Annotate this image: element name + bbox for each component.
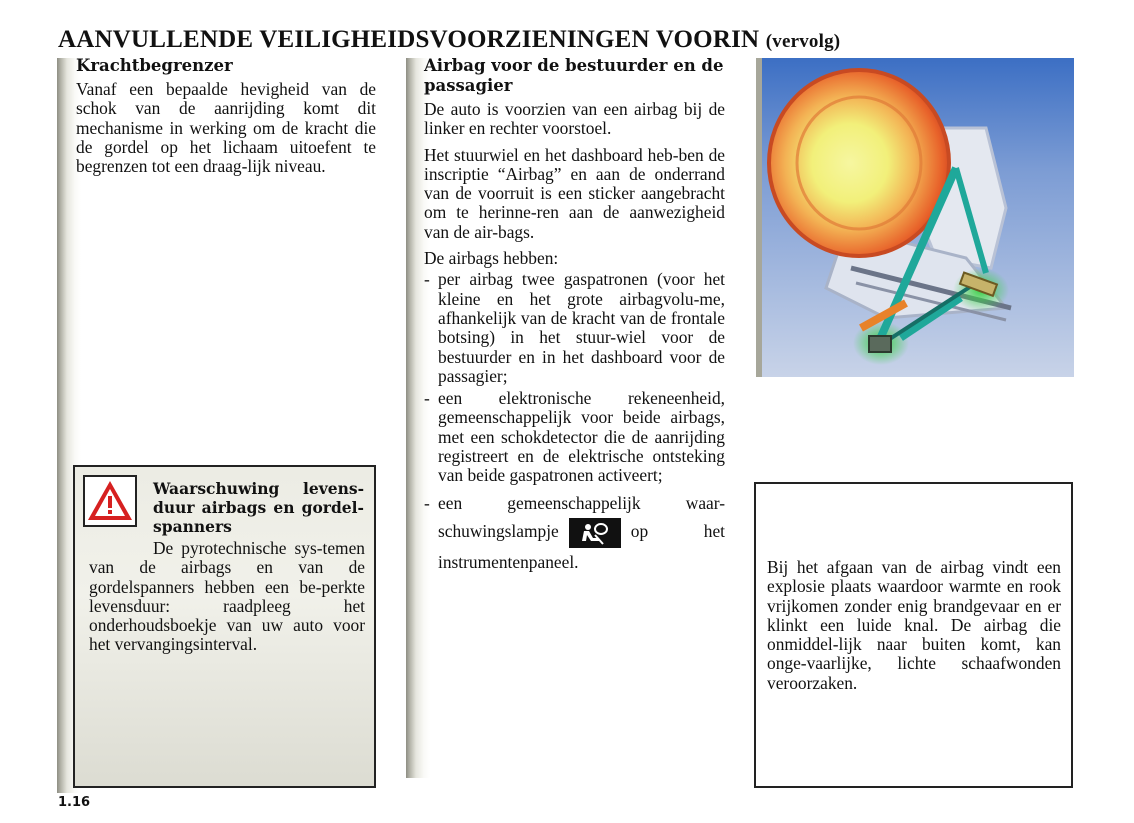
explosion-text: Bij het afgaan van de airbag vindt een explosie plaats waardoor warmte en rook vrijkomen zonder enig brandgevaar en er klinkt een luide knal. De airbag die onmiddel-lijk naar buiten komt, kan onge-vaarlijke, lichte schaafwonden veroorzaken. xyxy=(767,557,1061,693)
list-item: - een elektronische rekeneenheid, gemeenschappelijk voor beide airbags, met een schokdetector die de aanrijding registreert en de elektrische ontsteking van beide gaspatronen activeert; xyxy=(424,388,725,486)
list-item-text: een elektronische rekeneenheid, gemeenschappelijk voor beide airbags, met een schokdetector die de aanrijding registreert en de elektrische ontsteking van beide gaspatronen activeert; xyxy=(438,388,725,486)
airbag-warning-lamp-icon xyxy=(569,518,621,548)
list-item: - een gemeenschappelijk waar-schuwingslampje op het instrumentenpaneel. xyxy=(424,492,725,572)
airbag-paragraph-2: Het stuurwiel en het dashboard heb-ben de inscriptie “Airbag” en aan de onderrand van de voorruit is een sticker aangebracht om te herinne-ren aan de aanwezigheid van de air-bags. xyxy=(424,144,725,242)
page-number: 1.16 xyxy=(58,795,91,810)
warning-heading: Waarschuwing levens-duur airbags en gordel-spanners xyxy=(153,479,364,536)
explosion-info-box xyxy=(754,482,1073,788)
section-heading-airbag: Airbag voor de bestuurder en de passagier xyxy=(424,56,724,95)
list-item: - per airbag twee gaspatronen (voor het kleine en het grote airbagvolu-me, afhankelijk van de kracht van de frontale botsing) in het stuur-wiel voor de bestuurder en in het dashboard voor de passagier; xyxy=(424,269,725,386)
airbag-feature-list xyxy=(424,270,725,575)
list-item-text-tail: op het instrumentenpaneel. xyxy=(438,520,725,572)
page-title-text: AANVULLENDE VEILIGHEIDSVOORZIENINGEN VOORIN xyxy=(58,26,760,53)
list-item-text: per airbag twee gaspatronen (voor het kleine en het grote airbagvolu-me, afhankelijk van de kracht van de frontale botsing) in het stuur-wiel voor de bestuurder en in het dashboard voor de passagier; xyxy=(438,269,725,386)
warning-box xyxy=(73,465,376,788)
section-heading-krachtbegrenzer: Krachtbegrenzer xyxy=(76,56,233,75)
column-airbag xyxy=(424,56,725,579)
page-title-suffix: (vervolg) xyxy=(765,31,841,52)
krachtbegrenzer-text: Vanaf een bepaalde hevigheid van de schok van de aanrijding komt dit mechanisme in werking om de kracht die de gordel op het lichaam uitoefent te begrenzen tot een draag-lijk niveau. xyxy=(76,79,376,177)
airbag-paragraph-1: De auto is voorzien van een airbag bij de linker en rechter voorstoel. xyxy=(424,99,725,139)
warning-text: De pyrotechnische sys-temen van de airbags en van de gordelspanners hebben een be-perkte levensduur: raadpleeg het onderhoudsboekje van uw auto voor het vervangingsinterval. xyxy=(89,538,365,655)
airbag-paragraph-3: De airbags hebben: xyxy=(424,248,559,269)
list-item-text: een gemeenschappelijk waar-schuwingslampje xyxy=(438,492,725,541)
airbag-illustration xyxy=(756,58,1074,377)
column-krachtbegrenzer xyxy=(76,56,376,176)
page-title xyxy=(58,26,840,54)
warning-triangle-icon xyxy=(85,477,135,525)
warning-icon-frame xyxy=(83,475,137,527)
